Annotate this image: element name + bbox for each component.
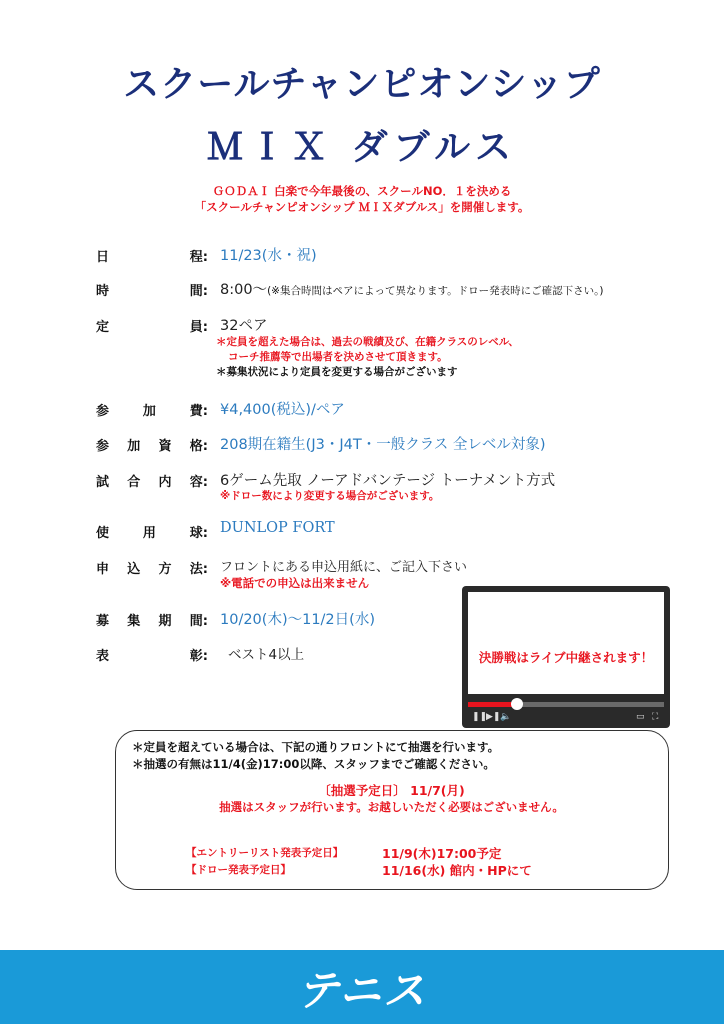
ball-label: 使 用 球: xyxy=(96,526,208,541)
award-label: 表 彰: xyxy=(96,649,208,664)
draw-label: 【ドロー発表予定日】 xyxy=(186,864,291,876)
lottery-info-box xyxy=(115,730,669,890)
draw-value xyxy=(382,861,532,879)
next-icon[interactable]: ▶❚ xyxy=(486,712,501,722)
page-title: スクールチャンピオンシップ xyxy=(123,64,601,105)
date-label: 日 程: xyxy=(96,250,208,265)
pause-icon[interactable]: ❚❚ xyxy=(472,712,488,722)
intro-line-1: ＧＯＤＡＩ 白楽で今年最後の、スクールNO．１を決める xyxy=(212,184,512,198)
format-value: 6ゲーム先取 ノーアドバンテージ トーナメント方式 xyxy=(220,473,556,489)
footer-banner xyxy=(0,950,724,1024)
capacity-note-1: ＊定員を超えた場合は、過去の戦績及び、在籍クラスのレベル、 xyxy=(216,336,519,348)
lottery-line-1: ＊定員を超えている場合は、下記の通りフロントにて抽選を行います。 xyxy=(132,740,500,754)
fullscreen-icon[interactable]: ⛶ xyxy=(652,712,659,722)
eligibility-value: 208期在籍生(J3・J4T・一般クラス 全レベル対象) xyxy=(220,437,546,453)
draw-date: 11/16(水) xyxy=(382,863,446,878)
apply-note: ※電話での申込は出来ません xyxy=(220,576,370,590)
capacity-label: 定 員: xyxy=(96,320,208,335)
lottery-staff-note: 抽選はスタッフが行います。お越しいただく必要はございません。 xyxy=(219,800,564,814)
fee-value: ¥4,400(税込)/ペア xyxy=(220,402,345,418)
apply-value: フロントにある申込用紙に、ご記入下さい xyxy=(220,560,468,575)
draw-place: 館内・HPにて xyxy=(449,863,532,878)
lottery-date: 〔抽選予定日〕 11/7(月) xyxy=(318,783,465,798)
lottery-line-2: ＊抽選の有無は11/4(金)17:00以降、スタッフまでご確認ください。 xyxy=(132,757,495,771)
video-player xyxy=(462,586,670,728)
video-progress-knob[interactable] xyxy=(511,698,523,710)
volume-icon[interactable]: 🔈 xyxy=(500,712,512,722)
time-label: 時 間: xyxy=(96,284,208,299)
eligibility-label: 参 加 資 格: xyxy=(96,439,208,454)
period-label: 募 集 期 間: xyxy=(96,614,208,629)
format-label: 試 合 内 容: xyxy=(96,475,208,490)
miniplayer-icon[interactable]: ▭ xyxy=(636,712,645,722)
fee-label: 参 加 費: xyxy=(96,404,208,419)
entry-list-label: 【エントリーリスト発表予定日】 xyxy=(186,847,344,859)
page-subtitle: ＭＩＸ ダブルス xyxy=(206,127,517,168)
capacity-note-2: コーチ推薦等で出場者を決めさせて頂きます。 xyxy=(228,351,448,363)
intro-line-2: 「スクールチャンピオンシップ ＭＩＸダブルス」を開催します。 xyxy=(194,200,530,214)
award-value: ベスト4以上 xyxy=(228,647,305,663)
video-message: 決勝戦はライブ中継されます！ xyxy=(478,650,654,665)
ball-value: DUNLOP FORT xyxy=(220,520,335,536)
entry-list-value: 11/9(木)17:00予定 xyxy=(382,846,502,861)
capacity-note-3: ＊募集状況により定員を変更する場合がございます xyxy=(216,366,458,378)
period-value: 10/20(木)〜11/2日(水) xyxy=(220,612,375,628)
date-value: 11/23(水・祝) xyxy=(220,248,317,264)
tennis-logo: テニス xyxy=(296,966,428,1015)
apply-label: 申 込 方 法: xyxy=(96,562,208,577)
time-note: (※集合時間はペアによって異なります。ドロー発表時にご確認下さい。) xyxy=(267,285,604,297)
video-screen xyxy=(468,592,664,694)
capacity-value: 32ペア xyxy=(220,318,268,334)
time-value: 8:00〜(※集合時間はペアによって異なります。ドロー発表時にご確認下さい。) xyxy=(220,282,604,298)
video-progress-fill xyxy=(468,702,517,707)
format-note: ※ドロー数により変更する場合がございます。 xyxy=(220,490,440,502)
